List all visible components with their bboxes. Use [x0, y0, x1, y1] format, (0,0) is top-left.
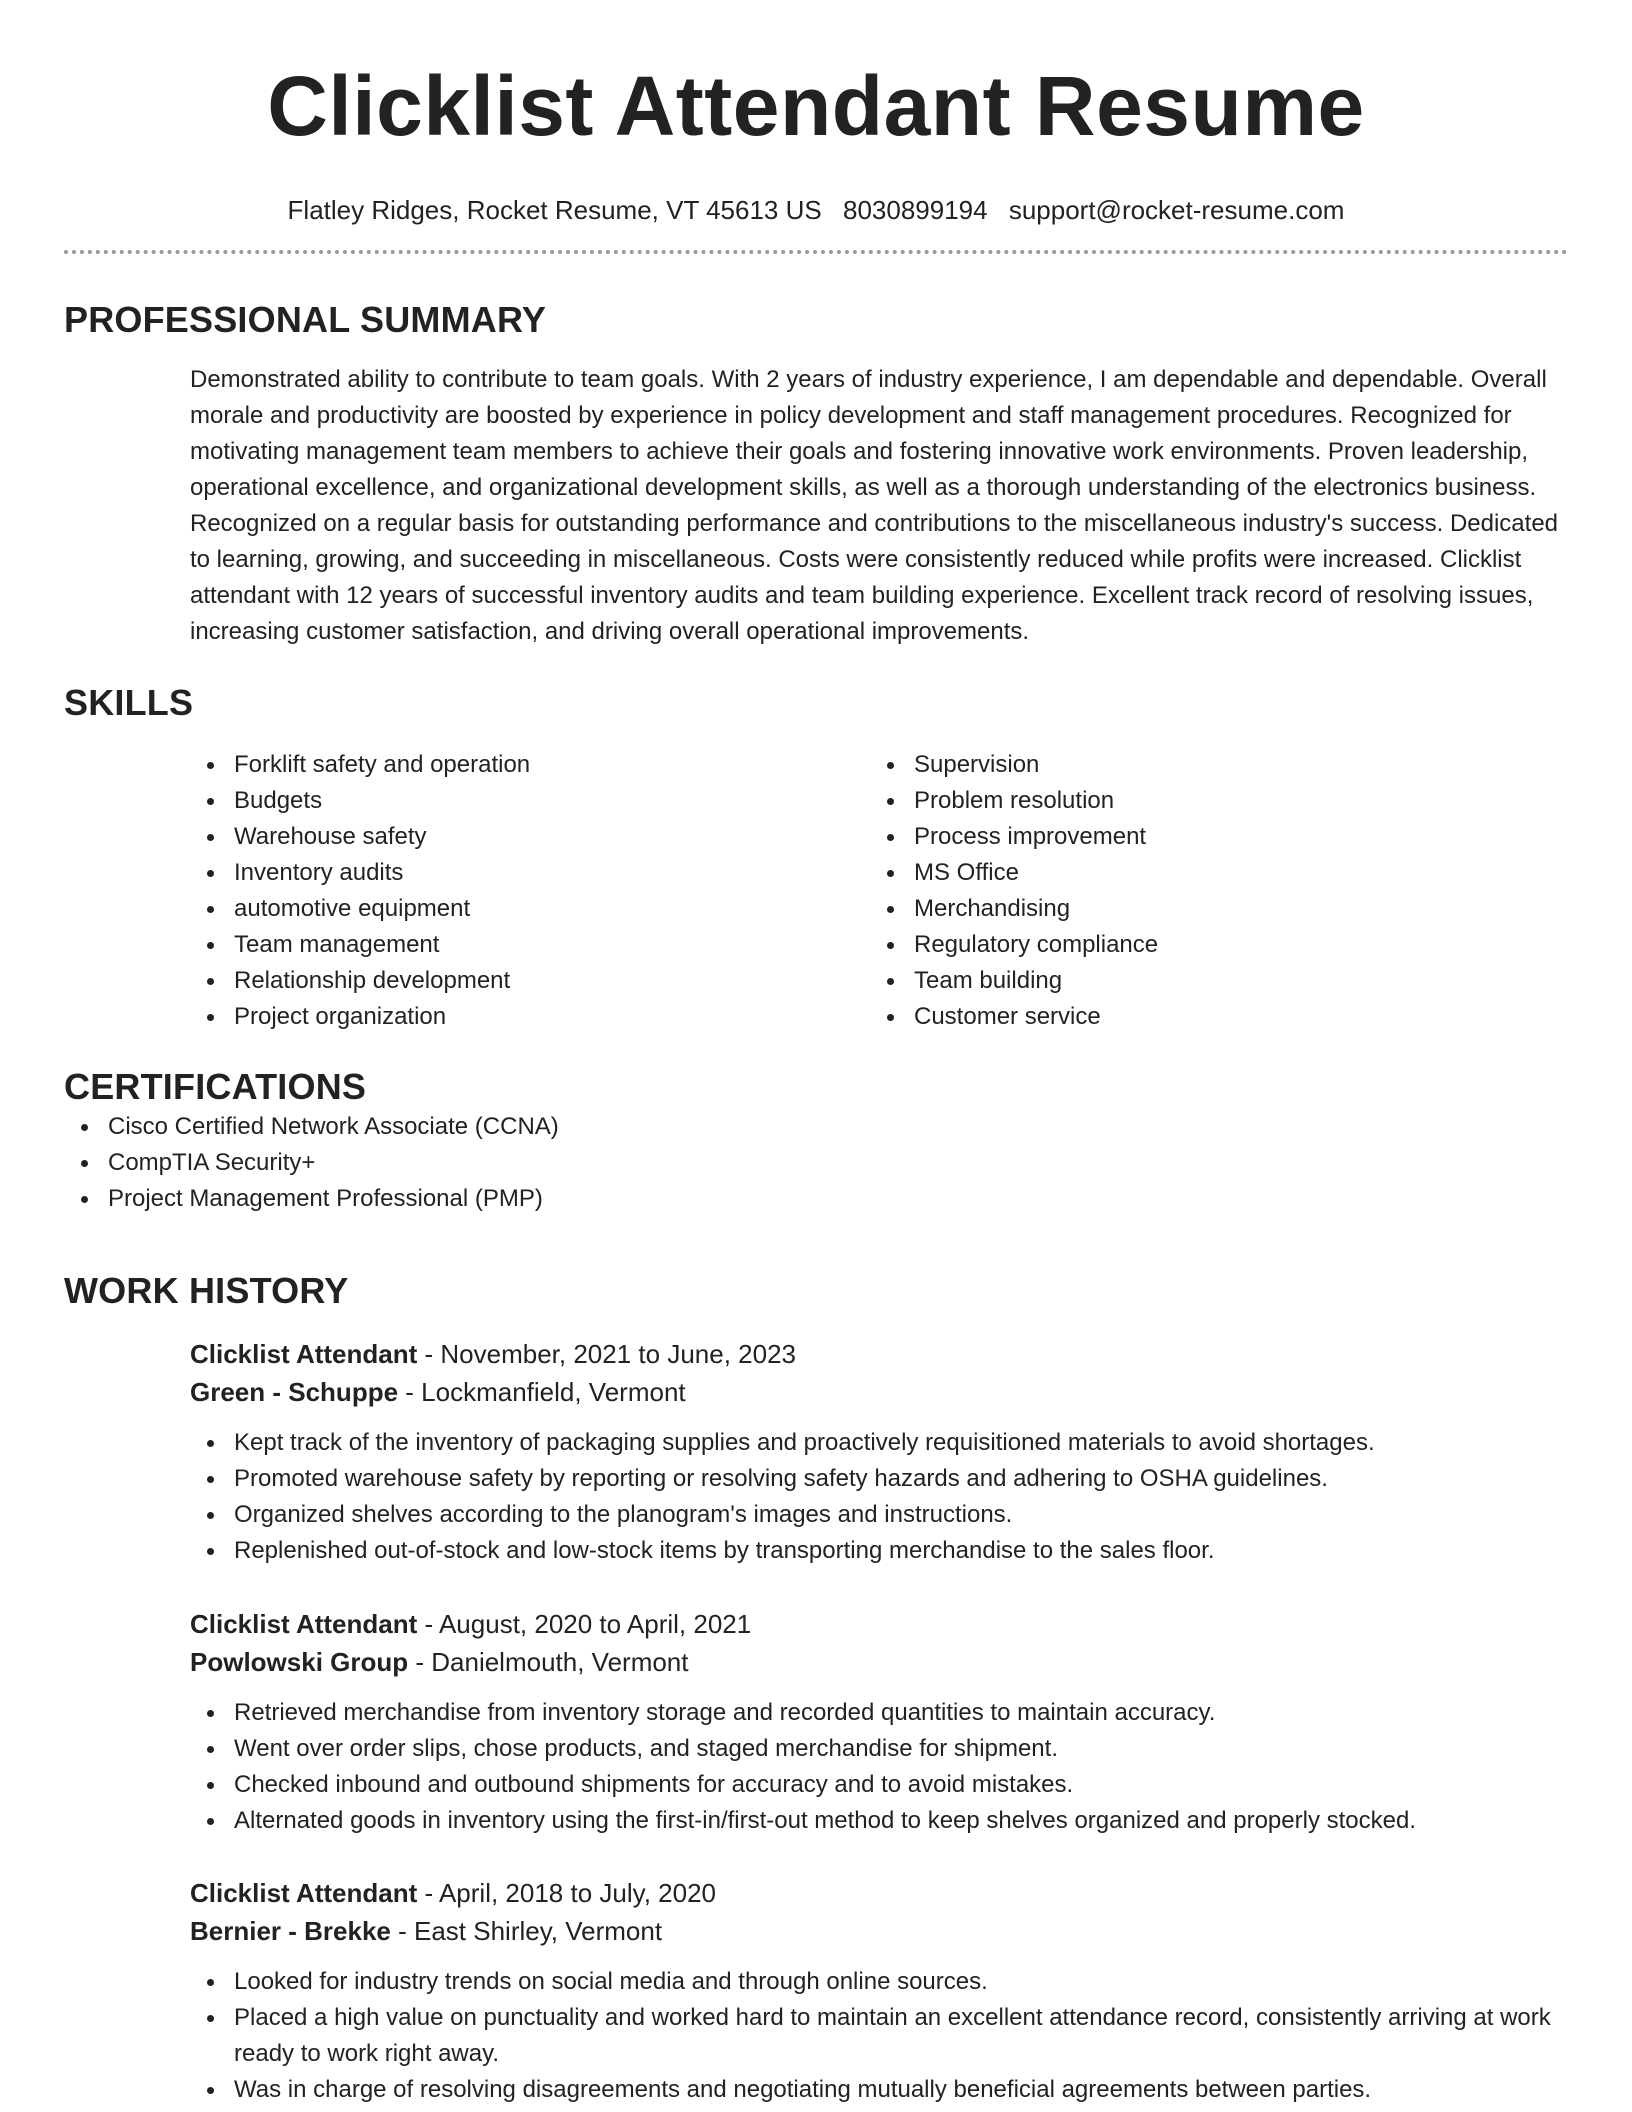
- skill-item: Regulatory compliance: [870, 927, 1550, 963]
- job-company-line: [190, 1643, 1568, 1681]
- job-entry: [190, 1605, 1568, 1839]
- skill-item: Project organization: [190, 999, 870, 1035]
- skill-item: Warehouse safety: [190, 819, 870, 855]
- skill-item: Team building: [870, 963, 1550, 999]
- skill-item: MS Office: [870, 855, 1550, 891]
- skills-column-left: [190, 747, 870, 1035]
- skill-item: Merchandising: [870, 891, 1550, 927]
- contact-email: support@rocket-resume.com: [1008, 195, 1345, 225]
- job-duties: [190, 1695, 1568, 1839]
- skill-item: Forklift safety and operation: [190, 747, 870, 783]
- certification-item: Cisco Certified Network Associate (CCNA): [64, 1109, 1568, 1145]
- skills-column-right: [870, 747, 1550, 1035]
- skill-item: Problem resolution: [870, 783, 1550, 819]
- job-duty-item: Went over order slips, chose products, and staged merchandise for shipment.: [190, 1731, 1568, 1767]
- resume-header: [0, 0, 1632, 226]
- skill-item: Inventory audits: [190, 855, 870, 891]
- job-company: Bernier - Brekke: [190, 1916, 391, 1946]
- job-company: Green - Schuppe: [190, 1377, 399, 1407]
- job-duty-item: Was in charge of resolving disagreements and negotiating mutually beneficial agreements between parties.: [190, 2072, 1568, 2108]
- job-company: Powlowski Group: [190, 1647, 409, 1677]
- skill-item: Process improvement: [870, 819, 1550, 855]
- skill-item: Relationship development: [190, 963, 870, 999]
- skill-item: automotive equipment: [190, 891, 870, 927]
- certification-item: Project Management Professional (PMP): [64, 1181, 1568, 1217]
- job-title-line: [190, 1335, 1568, 1373]
- job-dates: - August, 2020 to April, 2021: [417, 1609, 752, 1639]
- header-divider: [64, 250, 1568, 254]
- work-history-section: [64, 1269, 1568, 1313]
- skill-item: Supervision: [870, 747, 1550, 783]
- summary-text: Demonstrated ability to contribute to team goals. With 2 years of industry experience, I am dependable and dependable. Overall morale and productivity are boosted by experience in policy development and staff management procedures. Recognized for motivating management team members to achieve their goals and fostering innovative work environments. Proven leadership, operational excellence, and organizational development skills, as well as a thorough understanding of the electronics business. Recognized on a regular basis for outstanding performance and contributions to the miscellaneous industry's success. Dedicated to learning, growing, and succeeding in miscellaneous. Costs were consistently reduced while profits were increased. Clicklist attendant with 12 years of successful inventory audits and team building experience. Excellent track record of resolving issues, increasing customer satisfaction, and driving overall operational improvements.: [190, 366, 1559, 645]
- job-location: - East Shirley, Vermont: [390, 1916, 663, 1946]
- job-duty-item: Checked inbound and outbound shipments for accuracy and to avoid mistakes.: [190, 1767, 1568, 1803]
- job-title-line: [190, 1874, 1568, 1912]
- contact-phone: 8030899194: [842, 195, 988, 225]
- job-role: Clicklist Attendant: [190, 1878, 418, 1908]
- summary-heading: PROFESSIONAL SUMMARY: [64, 299, 547, 340]
- job-duty-item: Looked for industry trends on social media and through online sources.: [190, 1964, 1568, 2000]
- contact-address: Flatley Ridges, Rocket Resume, VT 45613 US: [287, 195, 822, 225]
- skills-heading: SKILLS: [64, 682, 194, 723]
- page-title: Clicklist Attendant Resume: [267, 59, 1365, 153]
- job-location: - Danielmouth, Vermont: [408, 1647, 689, 1677]
- certifications-list: [64, 1109, 1568, 1217]
- summary-section: [64, 298, 1568, 650]
- job-location: - Lockmanfield, Vermont: [398, 1377, 686, 1407]
- job-duty-item: Alternated goods in inventory using the first-in/first-out method to keep shelves organized and properly stocked.: [190, 1803, 1568, 1839]
- job-dates: - April, 2018 to July, 2020: [417, 1878, 716, 1908]
- certifications-heading: CERTIFICATIONS: [64, 1066, 367, 1107]
- job-duty-item: Promoted warehouse safety by reporting or resolving safety hazards and adhering to OSHA guidelines.: [190, 1461, 1568, 1497]
- job-title-line: [190, 1605, 1568, 1643]
- job-duty-item: Placed a high value on punctuality and worked hard to maintain an excellent attendance record, consistently arriving at work ready to work right away.: [190, 2000, 1568, 2072]
- job-role: Clicklist Attendant: [190, 1339, 418, 1369]
- work-history-heading: WORK HISTORY: [64, 1270, 349, 1311]
- job-entry: [190, 1874, 1568, 2108]
- certification-item: CompTIA Security+: [64, 1145, 1568, 1181]
- job-duty-item: Kept track of the inventory of packaging supplies and proactively requisitioned materials to avoid shortages.: [190, 1425, 1568, 1461]
- job-role: Clicklist Attendant: [190, 1609, 418, 1639]
- contact-info: [0, 194, 1632, 226]
- skills-section: [64, 681, 1568, 1035]
- job-entry: [190, 1335, 1568, 1569]
- job-duty-item: Organized shelves according to the planogram's images and instructions.: [190, 1497, 1568, 1533]
- job-duty-item: Retrieved merchandise from inventory storage and recorded quantities to maintain accuracy.: [190, 1695, 1568, 1731]
- job-dates: - November, 2021 to June, 2023: [417, 1339, 796, 1369]
- job-duties: [190, 1964, 1568, 2108]
- skills-columns: [190, 747, 1568, 1035]
- job-company-line: [190, 1373, 1568, 1411]
- job-duty-item: Replenished out-of-stock and low-stock items by transporting merchandise to the sales floor.: [190, 1533, 1568, 1569]
- skill-item: Customer service: [870, 999, 1550, 1035]
- skill-item: Budgets: [190, 783, 870, 819]
- job-company-line: [190, 1912, 1568, 1950]
- job-duties: [190, 1425, 1568, 1569]
- certifications-section: [64, 1065, 1568, 1217]
- skill-item: Team management: [190, 927, 870, 963]
